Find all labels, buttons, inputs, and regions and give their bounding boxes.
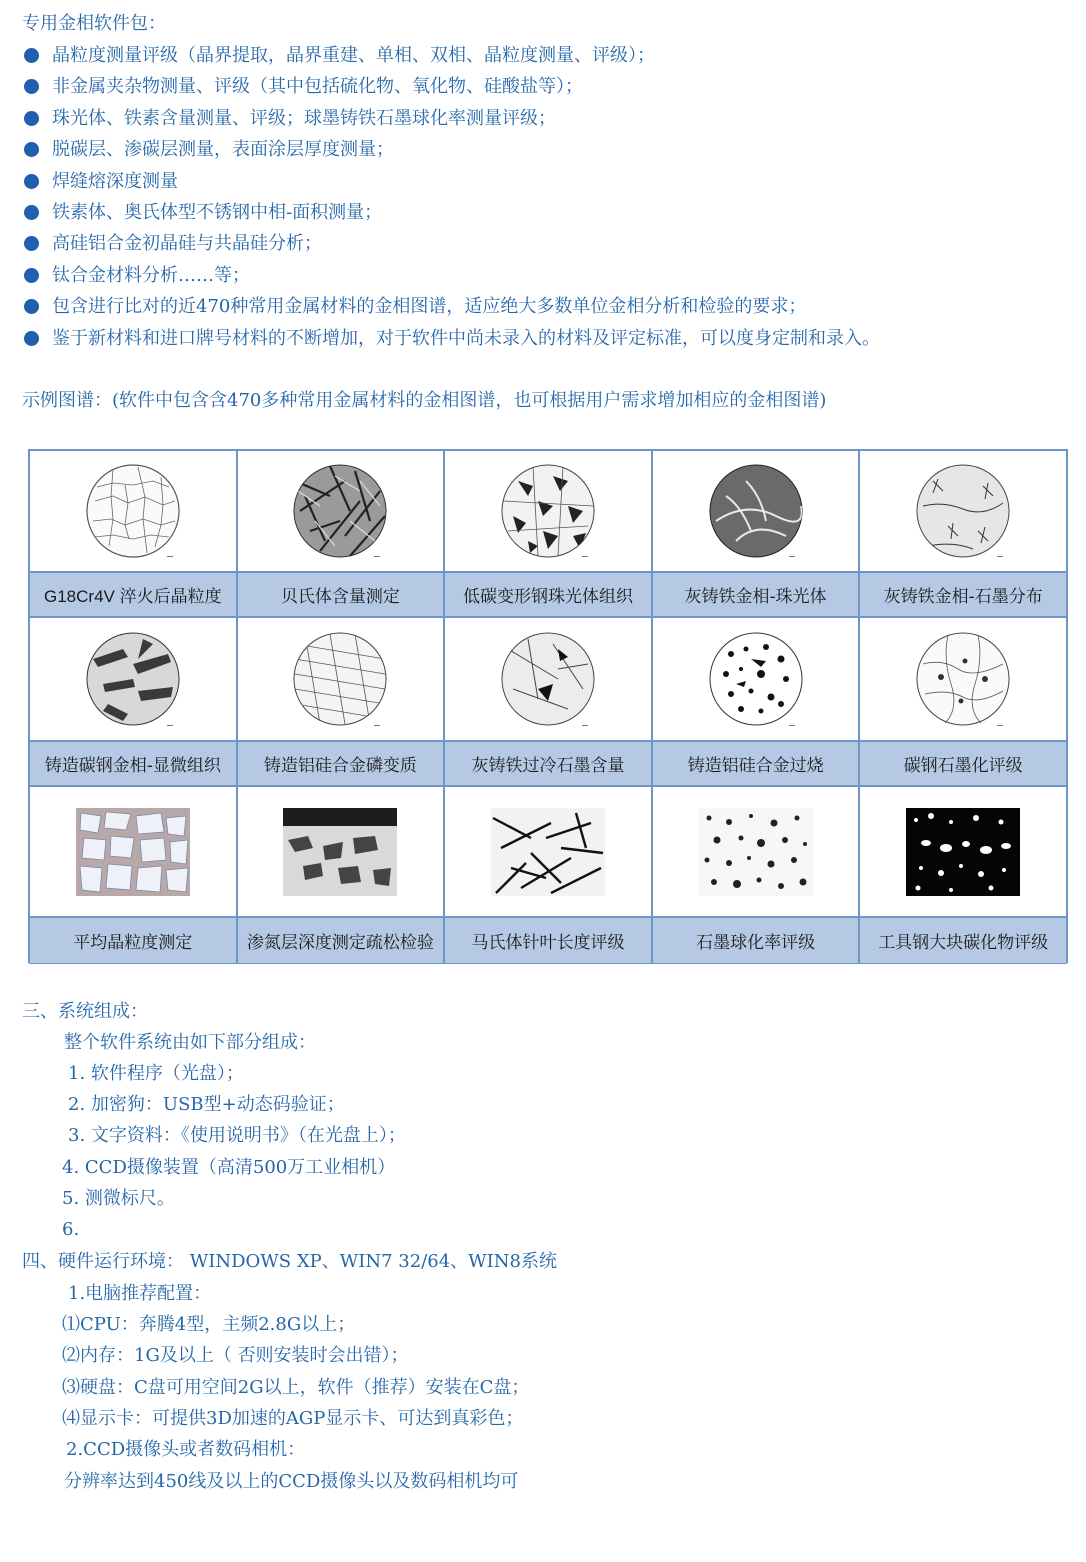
scale-mark [374, 725, 380, 726]
list-item: 焊缝熔深度测量 [22, 170, 880, 201]
list-item: 3. 文字资料：《使用说明书》（在光盘上）； [68, 1125, 406, 1146]
micrograph-nitride-layer [237, 786, 445, 917]
scale-mark [582, 556, 588, 557]
caption: G18Cr4V 淬火后晶粒度 [29, 572, 237, 617]
caption: 灰铸铁过冷石墨含量 [444, 741, 652, 786]
scale-mark [582, 725, 588, 726]
micrograph-graphitization [859, 617, 1067, 741]
list-item: 晶粒度测量评级（晶界提取，晶界重建、单相、双相、晶粒度测量、评级）； [22, 44, 880, 75]
bullet-icon [24, 79, 39, 94]
example-title: 示例图谱：(软件中包含含470多种常用金属材料的金相图谱，也可根据用户需求增加相应的金相图谱) [22, 390, 827, 411]
scale-mark [997, 556, 1003, 557]
bullet-icon [24, 111, 39, 126]
list-item: 包含进行比对的近470种常用金属材料的金相图谱，适应绝大多数单位金相分析和检验的要求； [22, 295, 880, 326]
list-item: ⑷显示卡：可提供3D加速的AGP显示卡、可达到真彩色； [62, 1408, 524, 1429]
micrograph-gray-iron-graphite [859, 450, 1067, 572]
list-item: 1. 软件程序（光盘）； [68, 1063, 244, 1084]
metallography-gallery [28, 449, 1068, 963]
caption: 铸造铝硅合金磷变质 [237, 741, 445, 786]
list-item: 珠光体、铁素含量测量、评级；球墨铸铁石墨球化率测量评级； [22, 107, 880, 138]
system-intro: 整个软件系统由如下部分组成： [64, 1032, 316, 1053]
scale-mark [374, 556, 380, 557]
caption: 平均晶粒度测定 [29, 917, 237, 964]
micrograph-undercooled-graphite [444, 617, 652, 741]
scale-mark [997, 725, 1003, 726]
list-item: ⑶硬盘：C盘可用空间2G以上，软件（推荐）安装在C盘； [62, 1377, 530, 1398]
caption: 碳钢石墨化评级 [859, 741, 1067, 786]
bullet-icon [24, 48, 39, 63]
micrograph-al-si-overburn [652, 617, 860, 741]
intro-title: 专用金相软件包： [22, 13, 166, 34]
bullet-icon [24, 142, 39, 157]
scale-mark [789, 725, 795, 726]
camera-text: 分辨率达到450线及以上的CCD摄像头以及数码相机均可 [64, 1471, 519, 1492]
scale-mark [167, 556, 173, 557]
scale-mark [789, 556, 795, 557]
bullet-icon [24, 268, 39, 283]
list-item: 脱碳层、渗碳层测量，表面涂层厚度测量； [22, 138, 880, 169]
list-item: 钛合金材料分析……等； [22, 264, 880, 295]
micrograph-martensite-needles [444, 786, 652, 917]
bullet-icon [24, 236, 39, 251]
caption: 低碳变形钢珠光体组织 [444, 572, 652, 617]
hardware-title: 四、硬件运行环境： WINDOWS XP、WIN7 32/64、WIN8系统 [22, 1251, 557, 1272]
scale-mark [167, 725, 173, 726]
list-item: 非金属夹杂物测量、评级（其中包括硫化物、氧化物、硅酸盐等）； [22, 75, 880, 106]
micrograph-gray-iron-pearlite [652, 450, 860, 572]
list-item: 鉴于新材料和进口牌号材料的不断增加，对于软件中尚未录入的材料及评定标准，可以度身定制和录入。 [22, 327, 880, 358]
micrograph-tool-steel-carbides [859, 786, 1067, 917]
micrograph-al-si-phosphorus [237, 617, 445, 741]
caption: 灰铸铁金相-珠光体 [652, 572, 860, 617]
feature-list [22, 44, 880, 358]
list-item: 2. 加密狗：USB型+动态码验证； [68, 1094, 345, 1115]
system-title: 三、系统组成： [22, 1001, 148, 1022]
caption: 工具钢大块碳化物评级 [859, 917, 1067, 964]
list-item: ⑴CPU：奔腾4型，主频2.8G以上； [62, 1314, 356, 1335]
list-item: 高硅铝合金初晶硅与共晶硅分析； [22, 232, 880, 263]
bullet-icon [24, 299, 39, 314]
micrograph-nodular-graphite [652, 786, 860, 917]
list-item: 6. [62, 1219, 80, 1240]
list-item: 4. CCD摄像装置（高清500万工业相机） [62, 1157, 396, 1178]
pc-config-title: 1.电脑推荐配置： [68, 1283, 212, 1304]
caption: 铸造铝硅合金过烧 [652, 741, 860, 786]
caption: 铸造碳钢金相-显微组织 [29, 741, 237, 786]
micrograph-average-grain [29, 786, 237, 917]
caption: 贝氏体含量测定 [237, 572, 445, 617]
caption: 马氏体针叶长度评级 [444, 917, 652, 964]
micrograph-cast-carbon-steel [29, 617, 237, 741]
micrograph-bainite [237, 450, 445, 572]
list-item: 铁素体、奥氏体型不锈钢中相-面积测量； [22, 201, 880, 232]
bullet-icon [24, 331, 39, 346]
caption: 灰铸铁金相-石墨分布 [859, 572, 1067, 617]
caption: 渗氮层深度测定疏松检验 [237, 917, 445, 964]
micrograph-pearlite-lowcarbon [444, 450, 652, 572]
bullet-icon [24, 205, 39, 220]
caption: 石墨球化率评级 [652, 917, 860, 964]
list-item: ⑵内存：1G及以上（ 否则安装时会出错）； [62, 1345, 409, 1366]
micrograph-grain-size [29, 450, 237, 572]
camera-title: 2.CCD摄像头或者数码相机： [66, 1439, 306, 1460]
bullet-icon [24, 174, 39, 189]
list-item: 5. 测微标尺。 [62, 1188, 175, 1209]
